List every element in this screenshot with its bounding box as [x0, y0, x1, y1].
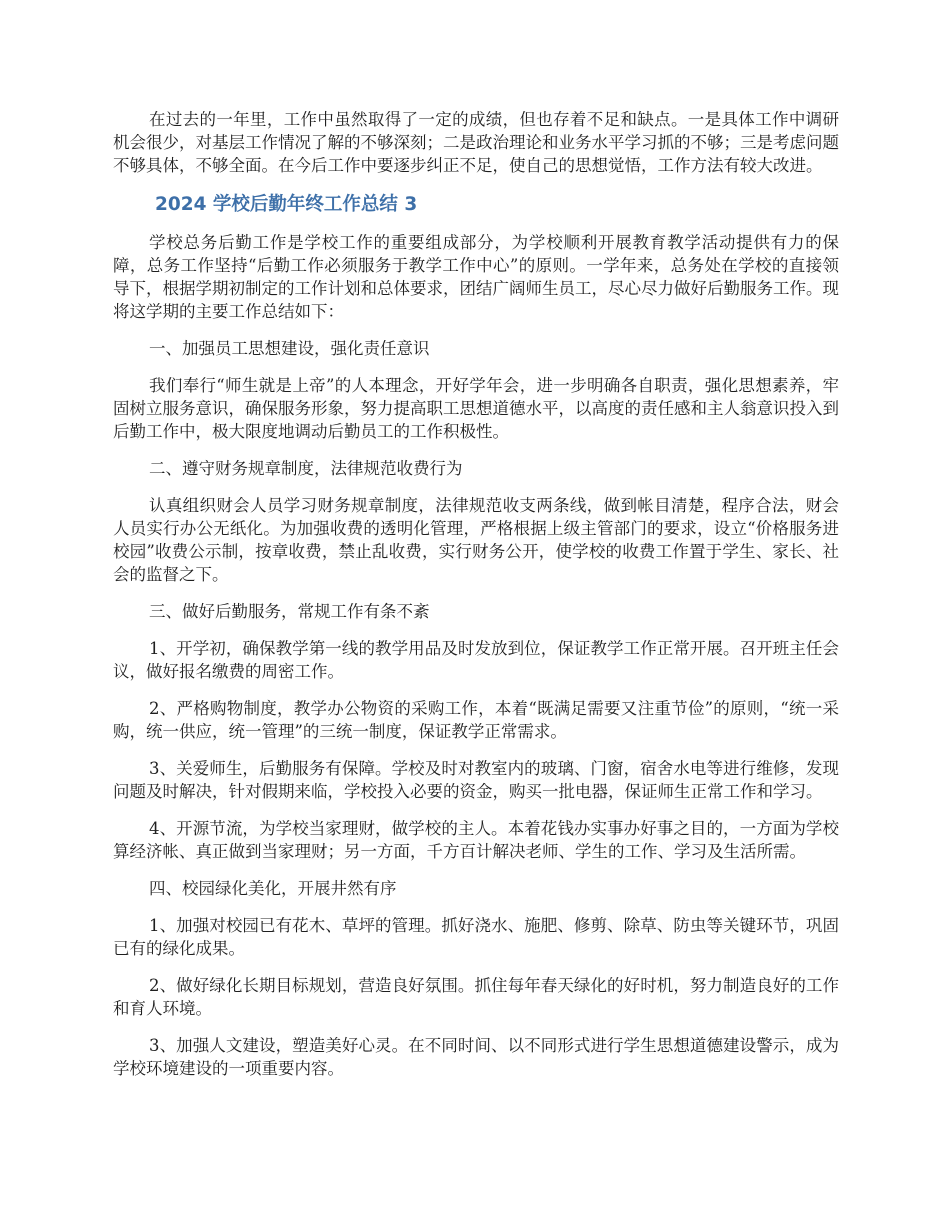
opening-paragraph: 学校总务后勤工作是学校工作的重要组成部分，为学校顺利开展教育教学活动提供有力的保障，总务工作坚持“后勤工作必须服务于教学工作中心”的原则。一学年来，总务处在学校的直接领导下，根据学期初制定的工作计划和总体要求，团结广阔师生员工，尽心尽力做好后勤服务工作。现将这学期的主要工作总结如下： — [113, 233, 839, 321]
intro-paragraph: 在过去的一年里，工作中虽然取得了一定的成绩，但也存着不足和缺点。一是具体工作中调研机会很少，对基层工作情况了解的不够深刻；二是政治理论和业务水平学习抓的不够；三是考虑问题不够具体，不够全面。在今后工作中要逐步纠正不足，使自己的思想觉悟，工作方法有较大改进。 — [113, 110, 839, 175]
section-4-item-1: 1、加强对校园已有花木、草坪的管理。抓好浇水、施肥、修剪、除草、防虫等关键环节，巩固已有的绿化成果。 — [113, 916, 839, 958]
section-4-item-2: 2、做好绿化长期目标规划，营造良好氛围。抓住每年春天绿化的好时机，努力制造良好的工作和育人环境。 — [113, 976, 839, 1018]
section-3-item-2: 2、严格购物制度，教学办公物资的采购工作，本着“既满足需要又注重节俭”的原则，“统一采购，统一供应，统一管理”的三统一制度，保证教学正常需求。 — [113, 699, 839, 741]
document-heading: 2024 学校后勤年终工作总结 3 — [155, 194, 418, 215]
section-1-text: 我们奉行“师生就是上帝”的人本理念，开好学年会，进一步明确各自职责，强化思想素养，牢固树立服务意识，确保服务形象，努力提高职工思想道德水平，以高度的责任感和主人翁意识投入到后勤工作中，极大限度地调动后勤员工的工作积极性。 — [113, 376, 839, 441]
section-3-title: 三、做好后勤服务，常规工作有条不紊 — [149, 602, 430, 621]
section-4-title: 四、校园绿化美化，开展井然有序 — [149, 879, 397, 898]
section-3-item-3: 3、关爱师生，后勤服务有保障。学校及时对教室内的玻璃、门窗，宿舍水电等进行维修，发现问题及时解决，针对假期来临，学校投入必要的资金，购买一批电器，保证师生正常工作和学习。 — [113, 759, 839, 801]
section-2-text: 认真组织财会人员学习财务规章制度，法律规范收支两条线，做到帐目清楚，程序合法，财会人员实行办公无纸化。为加强收费的透明化管理，严格根据上级主管部门的要求，设立“价格服务进校园”收费公示制，按章收费，禁止乱收费，实行财务公开，使学校的收费工作置于学生、家长、社会的监督之下。 — [113, 496, 839, 584]
document-page — [113, 108, 839, 1094]
section-2-title: 二、遵守财务规章制度，法律规范收费行为 — [149, 459, 463, 478]
section-3-item-1: 1、开学初，确保教学第一线的教学用品及时发放到位，保证教学工作正常开展。召开班主任会议，做好报名缴费的周密工作。 — [113, 639, 839, 681]
section-4-item-3: 3、加强人文建设，塑造美好心灵。在不同时间、以不同形式进行学生思想道德建设警示，成为学校环境建设的一项重要内容。 — [113, 1036, 839, 1078]
section-1-title: 一、加强员工思想建设，强化责任意识 — [149, 339, 430, 358]
section-3-item-4: 4、开源节流，为学校当家理财，做学校的主人。本着花钱办实事办好事之目的，一方面为学校算经济帐、真正做到当家理财；另一方面，千方百计解决老师、学生的工作、学习及生活所需。 — [113, 819, 839, 861]
